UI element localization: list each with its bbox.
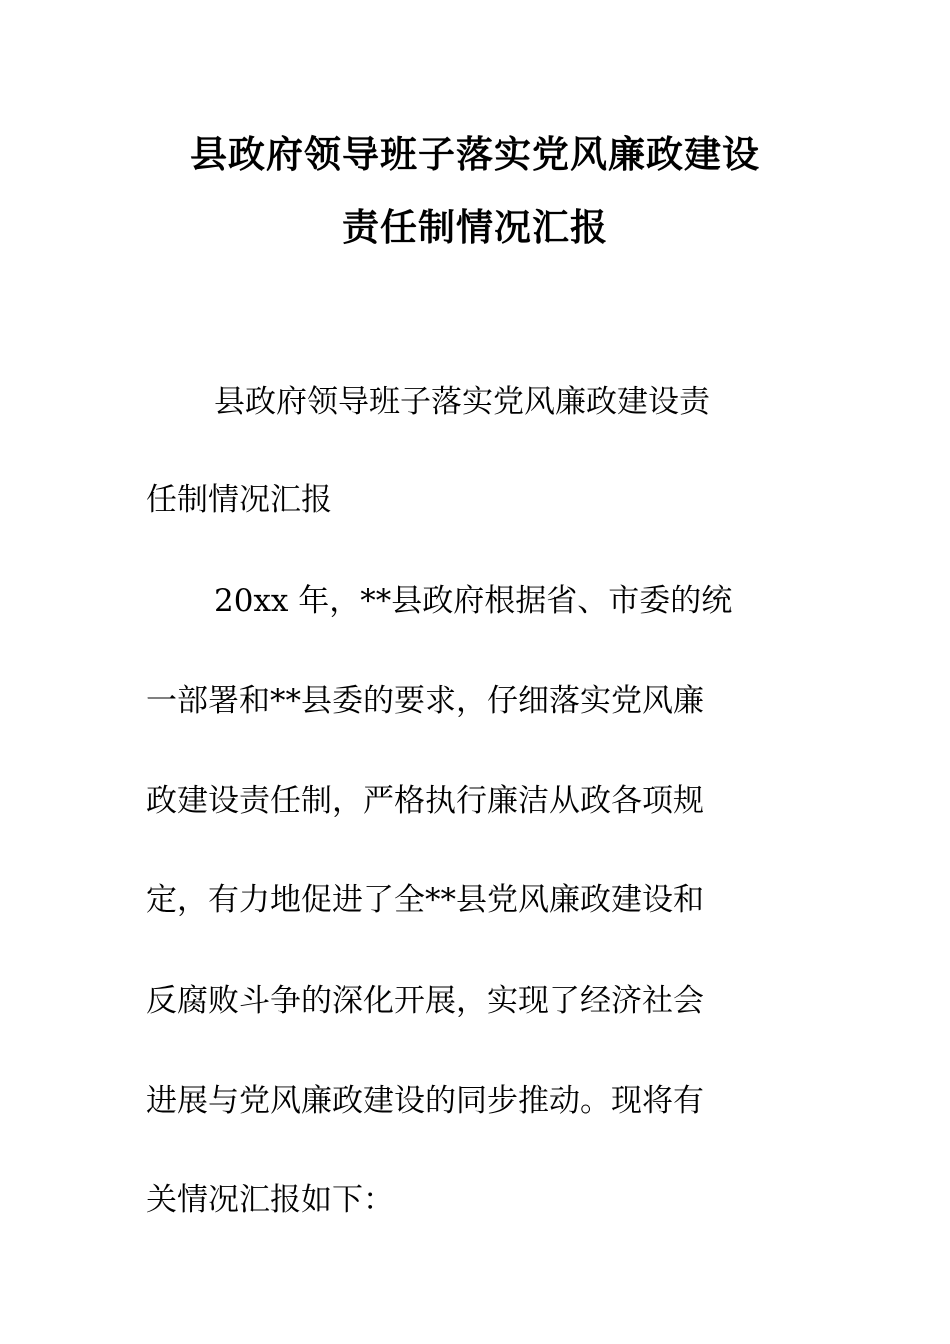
paragraph-2-line-4: 定，有力地促进了全**县党风廉政建设和: [146, 882, 704, 918]
paragraph-1-line-2: 任制情况汇报: [146, 482, 332, 518]
paragraph-2-line-7: 关情况汇报如下：: [146, 1182, 394, 1218]
paragraph-2-line-5: 反腐败斗争的深化开展，实现了经济社会: [146, 983, 704, 1019]
paragraph-2-line-6: 进展与党风廉政建设的同步推动。现将有: [146, 1083, 704, 1119]
paragraph-2-line-1: 20xx 年，**县政府根据省、市委的统: [214, 583, 733, 619]
document-title-line-1: 县政府领导班子落实党风廉政建设: [190, 132, 760, 176]
document-title-line-2: 责任制情况汇报: [342, 205, 608, 249]
paragraph-2-line-3: 政建设责任制，严格执行廉洁从政各项规: [146, 783, 704, 819]
paragraph-1-line-1: 县政府领导班子落实党风廉政建设责: [214, 384, 710, 420]
paragraph-2-line-2: 一部署和**县委的要求，仔细落实党风廉: [146, 683, 704, 719]
